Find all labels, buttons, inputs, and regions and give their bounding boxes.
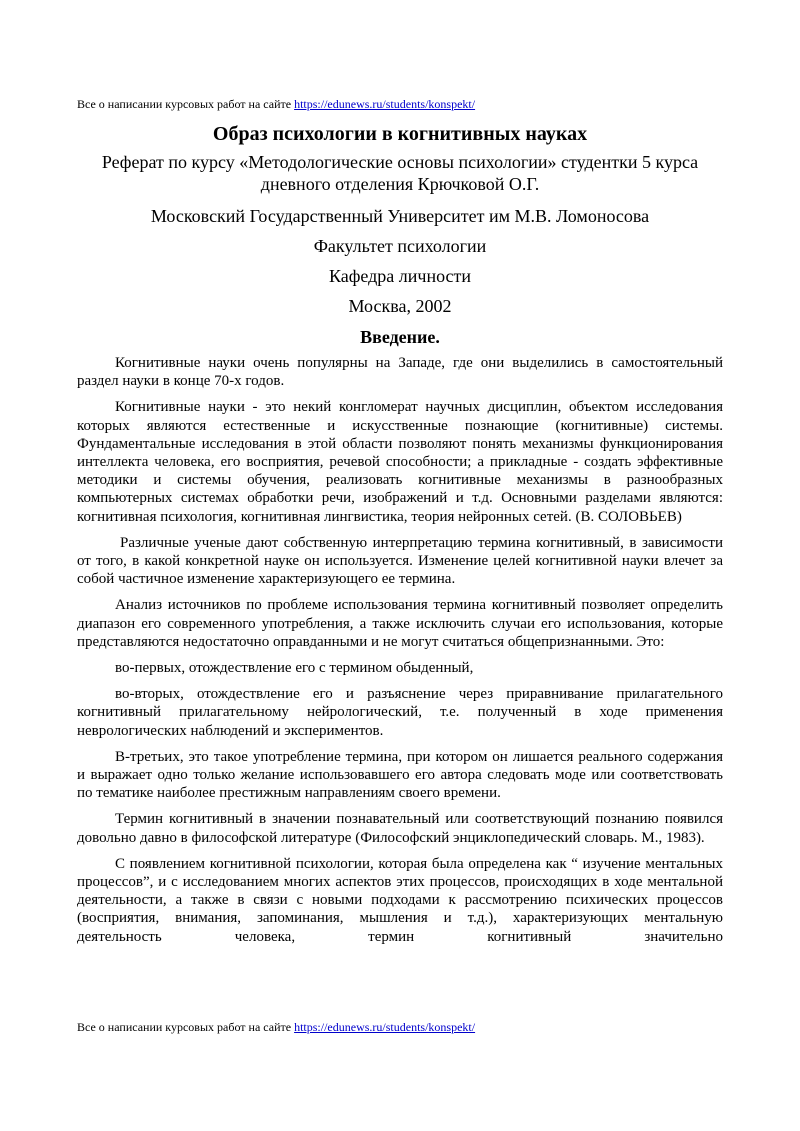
body-text bbox=[77, 354, 723, 946]
footer-link[interactable]: https://edunews.ru/students/konspekt/ bbox=[294, 1020, 476, 1034]
paragraph: В-третьих, это такое употребление термина, при котором он лишается реального содержания и выражает одно только желание использовавшего его автора следовать моде или соответствовать по тематике наиболее престижным направлениям своего времени. bbox=[77, 748, 723, 802]
paragraph: Когнитивные науки очень популярны на Западе, где они выделились в самостоятельный раздел науки в конце 70-х годов. bbox=[77, 355, 723, 390]
page-header bbox=[77, 96, 723, 112]
paragraph: Анализ источников по проблеме использования термина когнитивный позволяет определить диапазон его современного употребления, а также исключить случаи его использования, которые представляются недостаточно оправданными и не могут считаться общепризнанными. Это: bbox=[77, 597, 723, 650]
header-text: Все о написании курсовых работ на сайте bbox=[77, 97, 295, 111]
department-name: Кафедра личности bbox=[328, 266, 472, 286]
faculty-name: Факультет психологии bbox=[313, 236, 487, 256]
paragraph: во-вторых, отождествление его и разъяснение через приравнивание прилагательного когнитивный прилагательному нейрологический, т.е. полученный в ходе применения неврологических наблюдений и экспериментов. bbox=[77, 686, 723, 739]
document-page bbox=[77, 96, 723, 946]
section-heading: Введение. bbox=[360, 327, 440, 347]
footer-text: Все о написании курсовых работ на сайте bbox=[77, 1020, 295, 1034]
paragraph: С появлением когнитивной психологии, которая была определена как “ изучение ментальных процессов”, и с исследованием многих аспектов этих процессов, происходящих в ходе ментальной деятельности, а также в связи с новыми подходами к рассмотрению психических процессов (восприятия, внимания, запоминания, мышления и т.д.), характеризующих ментальную деятельность человека, термин когнитивный значительно bbox=[77, 855, 723, 945]
paragraph: Различные ученые дают собственную интерпретацию термина когнитивный, в зависимости от того, в какой конкретной науке он используется. Изменение целей когнитивной науки влечет за собой частичное изменение характеризующего ее термина. bbox=[77, 534, 723, 588]
header-link[interactable]: https://edunews.ru/students/konspekt/ bbox=[294, 97, 476, 111]
document-subtitle: Реферат по курсу «Методологические основы психологии» студентки 5 курса дневного отделения Крючковой О.Г. bbox=[101, 152, 699, 194]
paragraph: Когнитивные науки - это некий конгломерат научных дисциплин, объектом исследования которых являются естественные и искусственные познающие (когнитивные) системы. Фундаментальные исследования в этой области позволяют понять механизмы функционирования интеллекта человека, его восприятия, речевой способности; а прикладные - создать эффективные методики и системы обучения, реализовать когнитивные механизмы в разнообразных компьютерных системах обработки речи, изображений и т.д. Основными разделами являются: когнитивная психология, когнитивная лингвистика, теория нейронных сетей. (В. СОЛОВЬЕВ) bbox=[77, 399, 723, 525]
university-name: Московский Государственный Университет им М.В. Ломоносова bbox=[150, 206, 650, 226]
paragraph: Термин когнитивный в значении познавательный или соответствующий познанию появился довольно давно в философской литературе (Философский энциклопедический словарь. М., 1983). bbox=[77, 811, 723, 846]
page-footer bbox=[77, 1019, 475, 1035]
paragraph: во-первых, отождествление его с термином обыденный, bbox=[115, 660, 474, 677]
city-year: Москва, 2002 bbox=[348, 296, 452, 316]
document-title: Образ психологии в когнитивных науках bbox=[212, 123, 588, 145]
